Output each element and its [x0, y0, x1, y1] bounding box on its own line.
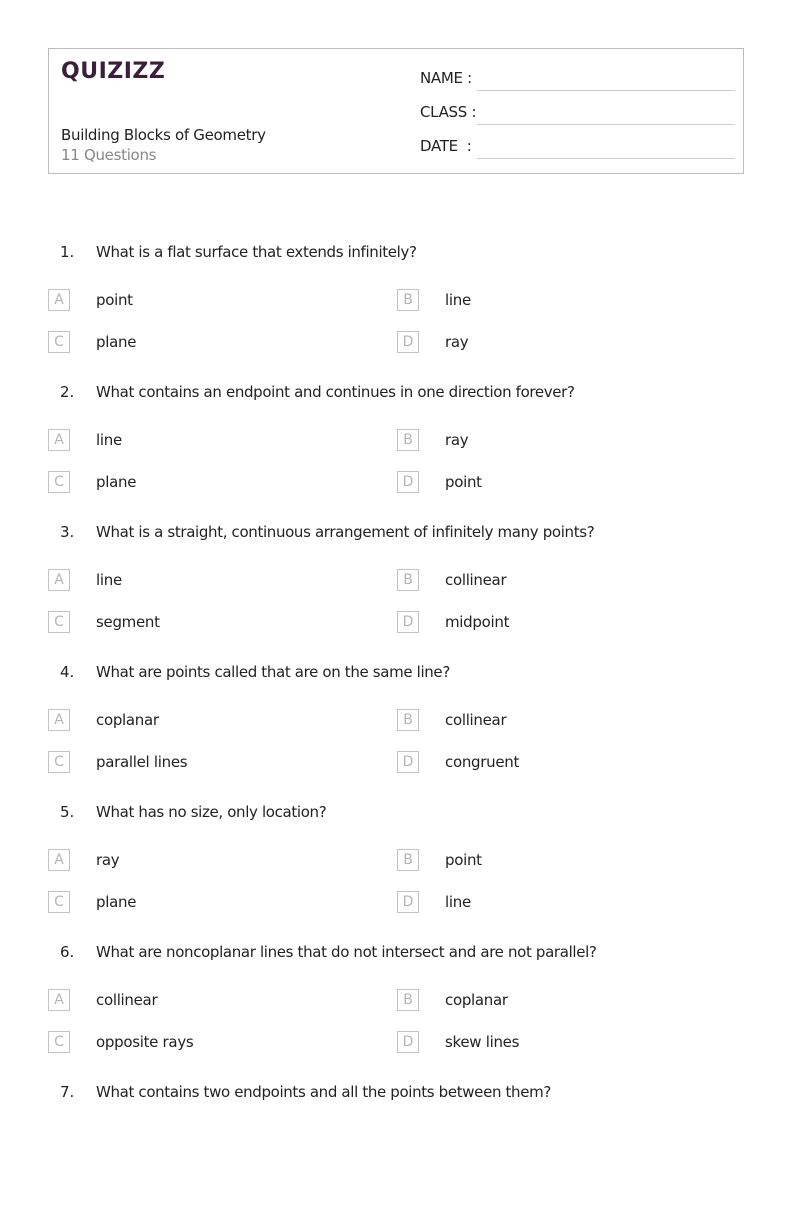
option-text: collinear — [96, 991, 158, 1009]
option-letter-box: D — [397, 1031, 419, 1053]
option-letter-box: C — [48, 751, 70, 773]
option-letter-box: D — [397, 331, 419, 353]
question-count: 11 Questions — [61, 146, 157, 164]
option-letter-box: C — [48, 471, 70, 493]
question-3 — [0, 523, 794, 663]
option-letter-box: C — [48, 891, 70, 913]
option-text: coplanar — [96, 711, 159, 729]
option-letter-box: B — [397, 989, 419, 1011]
question-7 — [0, 1083, 794, 1223]
option-letter-box: A — [48, 849, 70, 871]
option-letter-box: C — [48, 611, 70, 633]
question-5 — [0, 803, 794, 943]
option-text: ray — [96, 851, 120, 869]
question-number: 6. — [60, 943, 75, 961]
option-letter-box: A — [48, 989, 70, 1011]
option-letter-box: D — [397, 891, 419, 913]
option-text: coplanar — [445, 991, 508, 1009]
option-text: congruent — [445, 753, 520, 771]
quizizz-logo: QUIZIZZ — [61, 59, 166, 84]
question-text: What are points called that are on the same line? — [96, 663, 450, 681]
name-line[interactable] — [477, 90, 735, 91]
option-text: line — [96, 431, 122, 449]
question-number: 5. — [60, 803, 75, 821]
option-text: point — [445, 473, 482, 491]
option-letter-box: D — [397, 751, 419, 773]
option-text: segment — [96, 613, 160, 631]
question-number: 4. — [60, 663, 75, 681]
option-letter-box: A — [48, 709, 70, 731]
question-text: What has no size, only location? — [96, 803, 327, 821]
option-letter-box: D — [397, 611, 419, 633]
option-letter-box: A — [48, 429, 70, 451]
option-letter-box: C — [48, 331, 70, 353]
name-field[interactable] — [420, 67, 735, 91]
worksheet-header — [48, 48, 744, 174]
question-number: 2. — [60, 383, 75, 401]
option-letter-box: B — [397, 849, 419, 871]
worksheet-title: Building Blocks of Geometry — [61, 126, 266, 144]
option-text: plane — [96, 893, 137, 911]
option-letter-box: B — [397, 709, 419, 731]
option-text: line — [445, 291, 471, 309]
option-letter-box: C — [48, 1031, 70, 1053]
option-text: plane — [96, 473, 137, 491]
class-line[interactable] — [477, 124, 735, 125]
option-letter-box: D — [397, 471, 419, 493]
date-line[interactable] — [477, 158, 735, 159]
option-text: collinear — [445, 711, 507, 729]
option-text: point — [445, 851, 482, 869]
question-text: What contains two endpoints and all the points between them? — [96, 1083, 551, 1101]
option-text: parallel lines — [96, 753, 188, 771]
option-text: point — [96, 291, 133, 309]
option-text: ray — [445, 333, 469, 351]
date-label: DATE : — [420, 137, 472, 155]
question-1 — [0, 243, 794, 383]
option-text: collinear — [445, 571, 507, 589]
option-text: line — [445, 893, 471, 911]
option-text: opposite rays — [96, 1033, 194, 1051]
question-number: 7. — [60, 1083, 75, 1101]
option-text: ray — [445, 431, 469, 449]
question-number: 3. — [60, 523, 75, 541]
option-letter-box: A — [48, 569, 70, 591]
option-letter-box: B — [397, 429, 419, 451]
option-letter-box: A — [48, 289, 70, 311]
question-text: What is a flat surface that extends infinitely? — [96, 243, 417, 261]
question-number: 1. — [60, 243, 75, 261]
class-field[interactable] — [420, 101, 735, 125]
class-label: CLASS : — [420, 103, 477, 121]
option-text: line — [96, 571, 122, 589]
question-4 — [0, 663, 794, 803]
question-text: What are noncoplanar lines that do not intersect and are not parallel? — [96, 943, 597, 961]
option-letter-box: B — [397, 569, 419, 591]
option-text: skew lines — [445, 1033, 520, 1051]
question-6 — [0, 943, 794, 1083]
option-text: plane — [96, 333, 137, 351]
name-label: NAME : — [420, 69, 472, 87]
option-letter-box: B — [397, 289, 419, 311]
question-text: What contains an endpoint and continues in one direction forever? — [96, 383, 575, 401]
date-field[interactable] — [420, 135, 735, 159]
question-text: What is a straight, continuous arrangement of infinitely many points? — [96, 523, 595, 541]
question-2 — [0, 383, 794, 523]
option-text: midpoint — [445, 613, 510, 631]
